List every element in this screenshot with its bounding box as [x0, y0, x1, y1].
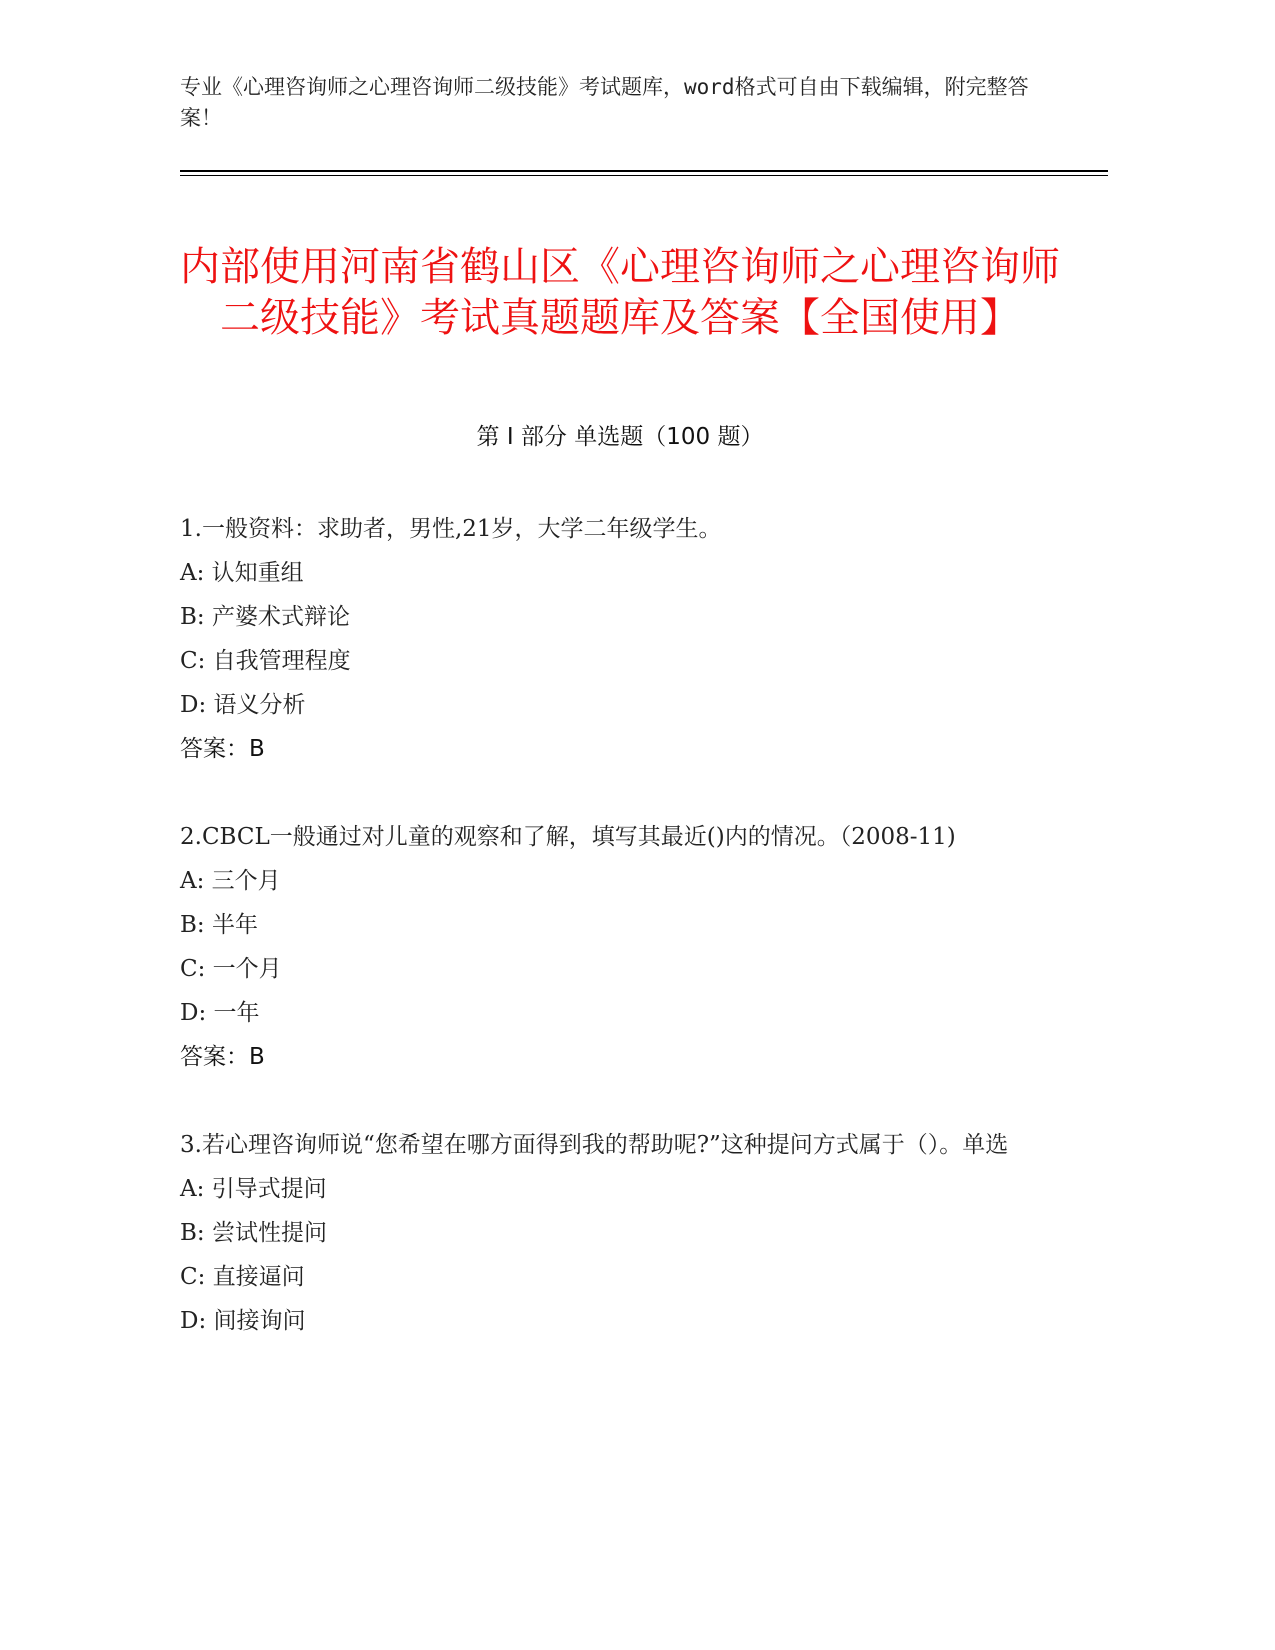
question-list [180, 507, 1040, 1387]
option-b: B: 尝试性提问 [180, 1220, 327, 1246]
option-c: C: 一个月 [180, 956, 282, 982]
document-title: 内部使用河南省鹤山区《心理咨询师之心理咨询师二级技能》考试真题题库及答案【全国使用】 [180, 243, 1060, 341]
answer: 答案：B [180, 736, 265, 762]
question-2 [180, 815, 1040, 1079]
option-d: D: 语义分析 [180, 692, 306, 718]
option-a: A: 认知重组 [180, 560, 304, 586]
header-note: 专业《心理咨询师之心理咨询师二级技能》考试题库，word格式可自由下载编辑，附完整答案！ [180, 75, 1029, 130]
option-b: B: 产婆术式辩论 [180, 604, 350, 630]
section-title: 第 I 部分 单选题（100 题） [476, 424, 764, 450]
option-d: D: 间接询问 [180, 1308, 306, 1334]
option-c: C: 直接逼问 [180, 1264, 305, 1290]
question-stem: 1.一般资料：求助者，男性,21岁，大学二年级学生。 [180, 516, 722, 542]
option-b: B: 半年 [180, 912, 258, 938]
option-a: A: 三个月 [180, 868, 281, 894]
option-c: C: 自我管理程度 [180, 648, 351, 674]
question-stem: 3.若心理咨询师说“您希望在哪方面得到我的帮助呢?”这种提问方式属于（）。单选 [180, 1132, 1009, 1158]
question-1 [180, 507, 1040, 771]
option-d: D: 一年 [180, 1000, 260, 1026]
header-divider-thin [180, 175, 1108, 176]
option-a: A: 引导式提问 [180, 1176, 327, 1202]
question-stem: 2.CBCL一般通过对儿童的观察和了解，填写其最近()内的情况。（2008-11) [180, 824, 956, 850]
question-3 [180, 1123, 1040, 1343]
answer: 答案：B [180, 1044, 265, 1070]
header-divider [180, 170, 1108, 172]
